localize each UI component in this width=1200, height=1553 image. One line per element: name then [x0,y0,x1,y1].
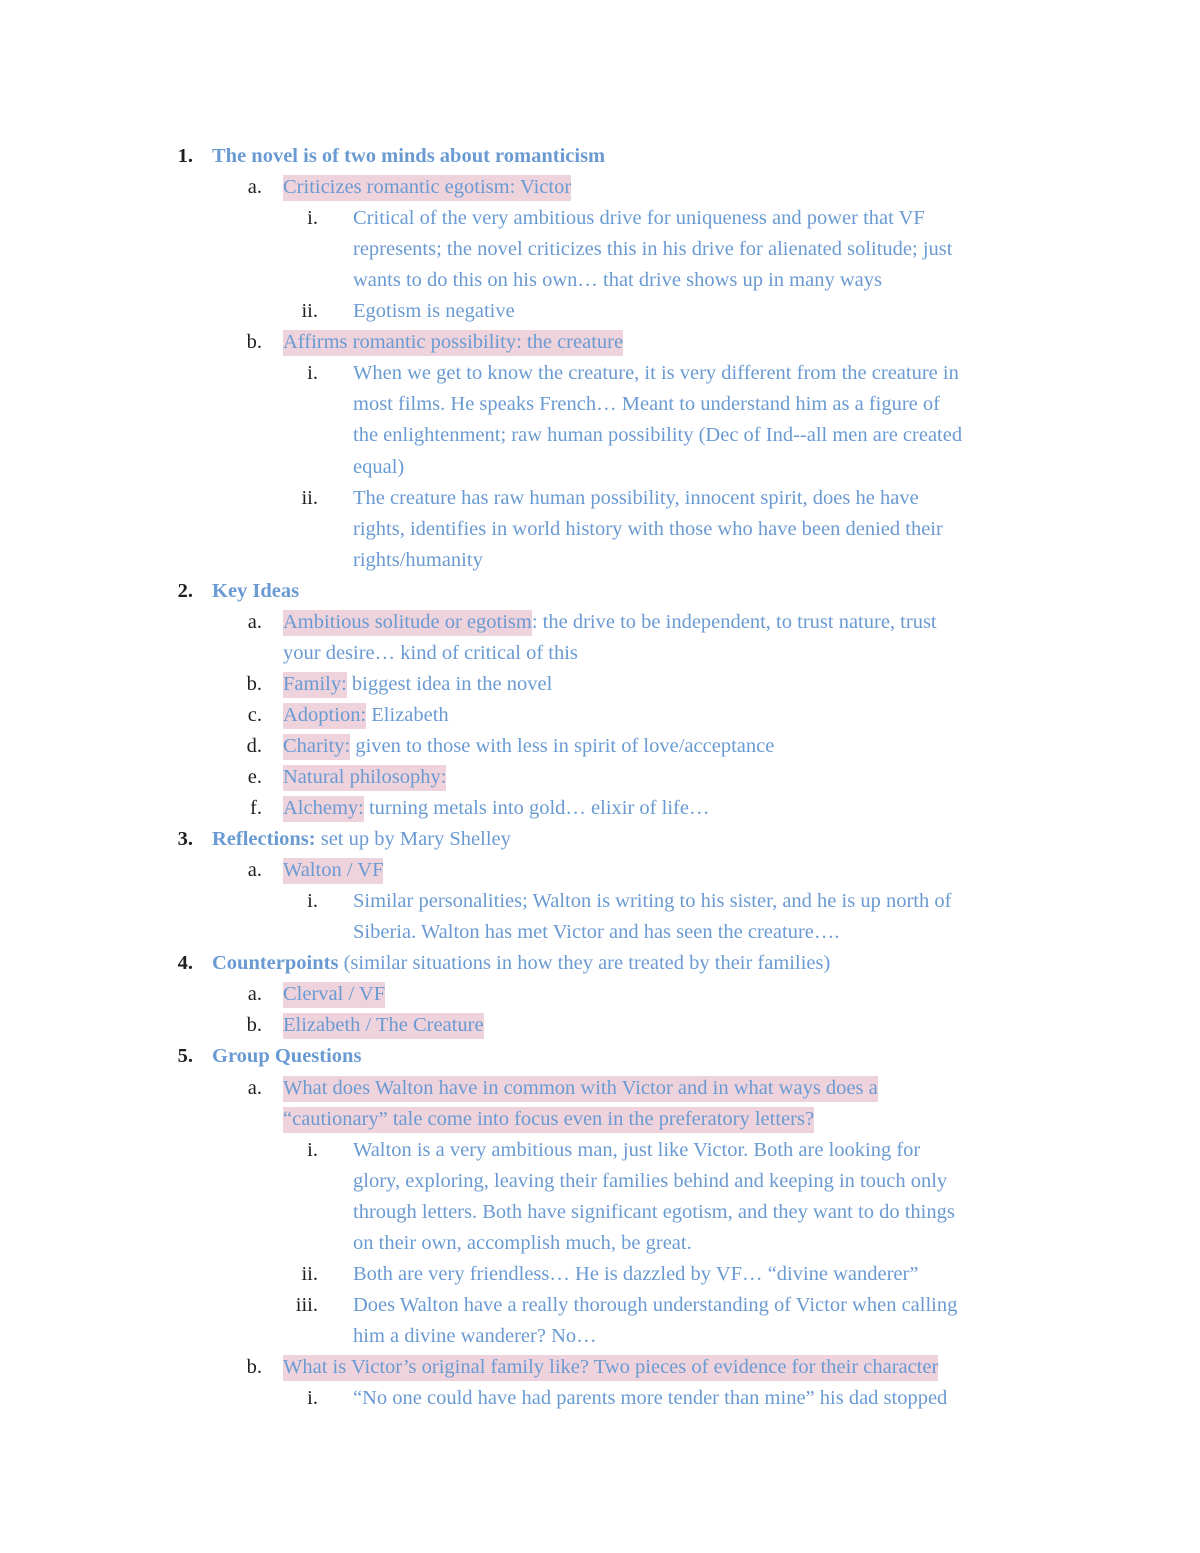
line-text [283,793,709,824]
text-segment: “No one could have had parents more tender than mine” his dad stopped [353,1387,948,1409]
bold-heading-text: The novel is of two minds about romanticism [212,145,606,167]
line-text [283,1352,938,1383]
line-text [353,1259,918,1290]
line-text [353,1228,692,1259]
outline-line [0,358,1200,389]
line-text [353,420,962,451]
text-segment: (similar situations in how they are treated by their families) [338,952,831,975]
text-segment: Does Walton have a really thorough understanding of Victor when calling [353,1293,958,1316]
outline-line [0,545,1200,576]
outline-line [0,203,1200,234]
line-text [212,1041,361,1072]
line-text [283,607,937,638]
bold-heading-text: Key Ideas [212,579,300,602]
list-marker: a. [247,1076,262,1099]
list-marker: d. [246,734,262,757]
list-marker: iii. [295,1293,318,1316]
list-marker: 1. [177,145,193,167]
text-segment: Egotism is negative [353,300,515,323]
outline-line [0,172,1200,203]
line-text [212,948,830,979]
text-segment: The creature has raw human possibility, innocent spirit, does he have [353,486,919,509]
highlighted-text: Elizabeth / The Creature [283,1013,484,1039]
text-segment: on their own, accomplish much, be great. [353,1231,692,1254]
outline-line [0,700,1200,731]
list-marker: e. [247,766,262,788]
line-text [283,638,578,669]
line-text [283,669,552,700]
text-segment: Siberia. Walton has met Victor and has seen the creature…. [353,921,840,944]
outline-line [0,452,1200,483]
text-segment: turning metals into gold… elixir of life… [363,797,710,820]
line-text [283,327,623,358]
outline-line [0,793,1200,824]
line-text [353,203,925,234]
text-segment: When we get to know the creature, it is very different from the creature in [353,362,959,385]
list-marker: b. [246,672,262,695]
highlighted-text: What does Walton have in common with Victor and in what ways does a [283,1076,878,1102]
text-segment: him a divine wanderer? No… [353,1324,597,1347]
text-segment: given to those with less in spirit of love/acceptance [350,734,775,757]
line-text [353,389,940,420]
line-text [353,545,483,576]
highlighted-text: Family: [283,672,347,698]
outline-line [0,1290,1200,1321]
list-marker: 2. [177,579,193,602]
text-segment: most films. He speaks French… Meant to understand him as a figure of [353,393,940,416]
line-text [353,917,840,948]
outline-line [0,855,1200,886]
bold-heading-text: Counterpoints [212,952,339,975]
outline-line [0,1041,1200,1072]
outline-line [0,1383,1200,1414]
line-text [212,576,299,607]
line-text [353,234,952,265]
text-segment: the enlightenment; raw human possibility (Dec of Ind--all men are created [353,424,963,447]
line-text [212,141,605,172]
line-text [283,731,774,762]
outline-line [0,1228,1200,1259]
line-text [283,762,446,793]
list-marker: a. [247,983,262,1006]
highlighted-text: Ambitious solitude or egotism [283,610,532,636]
highlighted-text: Adoption: [283,703,366,729]
text-segment: set up by Mary Shelley [315,828,511,851]
line-text [353,1135,920,1166]
text-segment: rights/humanity [353,548,483,571]
highlighted-text: Clerval / VF [283,982,385,1008]
outline-line [0,296,1200,327]
line-text [353,1383,947,1414]
outline-line [0,141,1200,172]
line-text [283,979,385,1010]
line-text [283,1104,814,1135]
line-text [353,483,919,514]
highlighted-text: Alchemy: [283,796,364,822]
list-marker: i. [307,362,318,385]
bold-heading-text: Group Questions [212,1045,362,1068]
outline-line [0,1197,1200,1228]
text-segment: wants to do this on his own… that drive shows up in many ways [353,269,882,292]
list-marker: c. [247,703,262,726]
outline-line [0,265,1200,296]
outline-line [0,1166,1200,1197]
highlighted-text: Affirms romantic possibility: the creature [283,330,623,356]
highlighted-text: Charity: [283,734,350,760]
outline-line [0,917,1200,948]
list-marker: ii. [301,300,318,323]
line-text [283,172,571,203]
outline-line [0,824,1200,855]
list-marker: i. [307,1138,318,1161]
line-text [283,1073,878,1104]
line-text [353,514,943,545]
outline-line [0,1352,1200,1383]
list-marker: 3. [177,828,193,851]
list-marker: i. [307,207,318,230]
outline-line [0,514,1200,545]
line-text [353,452,404,483]
line-text [283,700,449,731]
list-marker: ii. [301,1262,318,1285]
bold-heading-text: Reflections: [212,828,316,851]
list-marker: b. [246,1014,262,1037]
outline-line [0,576,1200,607]
line-text [353,1166,947,1197]
list-marker: 4. [177,952,193,975]
outline-line [0,1259,1200,1290]
outline-line [0,948,1200,979]
text-segment: biggest idea in the novel [346,672,553,695]
line-text [353,886,951,917]
text-segment: Both are very friendless… He is dazzled by VF… “divine wanderer” [353,1262,919,1285]
list-marker: f. [250,797,262,820]
outline-line [0,886,1200,917]
outline-line [0,1321,1200,1352]
list-marker: a. [247,859,262,882]
outline-line [0,1010,1200,1041]
outline-line [0,731,1200,762]
outline-line [0,1073,1200,1104]
text-segment: Walton is a very ambitious man, just like Victor. Both are looking for [353,1138,921,1161]
line-text [283,855,383,886]
highlighted-text: Natural philosophy: [283,765,446,791]
text-segment: equal) [353,455,405,478]
list-marker: i. [307,890,318,913]
highlighted-text: Walton / VF [283,858,383,884]
list-marker: b. [246,1355,262,1378]
text-segment: represents; the novel criticizes this in his drive for alienated solitude; just [353,238,953,261]
text-segment: Similar personalities; Walton is writing to his sister, and he is up north of [353,890,952,913]
outline-line [0,1104,1200,1135]
list-marker: i. [307,1387,318,1409]
outline-line [0,483,1200,514]
outline-line [0,389,1200,420]
line-text [353,1197,955,1228]
outline-line [0,669,1200,700]
line-text [353,358,959,389]
outline-line [0,234,1200,265]
list-marker: a. [247,176,262,199]
text-segment: Critical of the very ambitious drive for uniqueness and power that VF [353,207,925,230]
text-segment: rights, identifies in world history with those who have been denied their [353,517,943,540]
highlighted-text: Criticizes romantic egotism: Victor [283,175,571,201]
list-marker: ii. [301,486,318,509]
highlighted-text: “cautionary” tale come into focus even in the preferatory letters? [283,1107,814,1133]
text-segment: Elizabeth [366,703,449,726]
outline-line [0,979,1200,1010]
outline-line [0,327,1200,358]
outline-line [0,762,1200,793]
text-segment: : the drive to be independent, to trust nature, trust [531,610,937,633]
line-text [212,824,511,855]
list-marker: 5. [177,1045,193,1068]
text-segment: glory, exploring, leaving their families behind and keeping in touch only [353,1169,948,1192]
outline-line [0,607,1200,638]
line-text [353,296,515,327]
outline-line [0,420,1200,451]
line-text [353,265,882,296]
line-text [353,1290,957,1321]
list-marker: a. [247,610,262,633]
text-segment: through letters. Both have significant egotism, and they want to do things [353,1200,955,1223]
outline-line [0,1135,1200,1166]
line-text [353,1321,597,1352]
text-segment: your desire… kind of critical of this [283,641,578,664]
list-marker: b. [246,331,262,354]
highlighted-text: What is Victor’s original family like? Two pieces of evidence for their character [283,1355,938,1381]
outline-line [0,638,1200,669]
line-text [283,1010,484,1041]
